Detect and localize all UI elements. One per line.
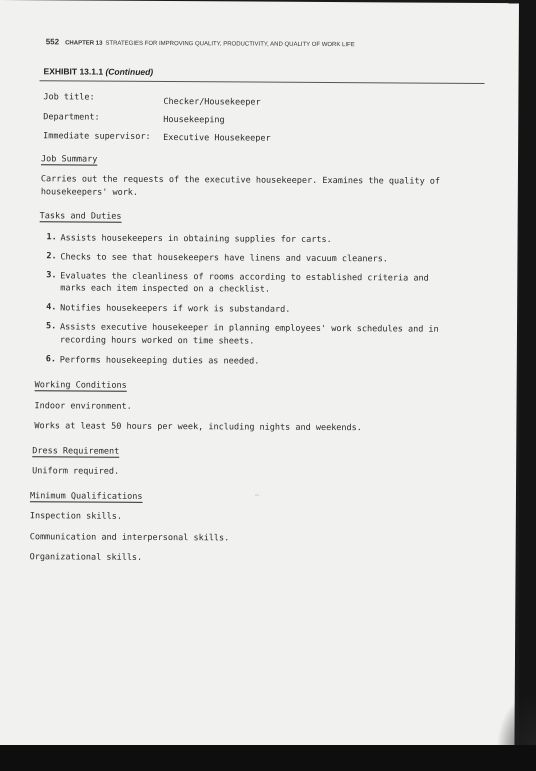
task-line: Notifies housekeepers if work is substandard. [60,303,291,315]
field-label-job-title: Job title: [43,92,95,103]
exhibit-rule [40,80,485,84]
chapter-title: STRATEGIES FOR IMPROVING QUALITY, PRODUCTIVITY, AND QUALITY OF WORK LIFE [105,40,355,49]
field-label-supervisor: Immediate supervisor: [43,131,151,142]
heading-minimum-qualifications: Minimum Qualifications [29,491,143,502]
working-conditions-line-2: Works at least 50 hours per week, including nights and weekends. [34,421,362,434]
field-label-department: Department: [43,112,100,123]
task-line: Evaluates the cleanliness of rooms according to established criteria and [60,271,429,284]
exhibit-label: EXHIBIT 13.1.1 [43,66,104,77]
task-number: 3. [46,270,57,281]
field-value-department: Housekeeping [163,114,225,126]
task-number: 4. [46,302,57,313]
working-conditions-line-1: Indoor environment. [34,401,132,412]
task-number: 1. [46,232,57,243]
field-value-job-title: Checker/Housekeeper [163,97,261,108]
heading-job-summary: Job Summary [40,154,98,165]
chapter-label: CHAPTER 13 [65,40,103,47]
task-line: Assists executive housekeeper in planning employees' work schedules and in [59,322,439,335]
field-value-supervisor: Executive Housekeeper [163,132,271,144]
scan-edge-bottom [0,745,536,771]
dress-line-1: Uniform required. [32,466,120,477]
task-line: Performs housekeeping duties as needed. [59,355,260,367]
exhibit-continued: (Continued) [105,66,154,77]
scan-edge-right [519,0,536,771]
exhibit-title [44,66,154,77]
job-summary-line-2: housekeepers' work. [40,187,139,198]
page-number: 552 [45,37,60,47]
task-line: recording hours worked on time sheets. [59,335,255,347]
heading-working-conditions: Working Conditions [34,380,127,391]
qualification-line-3: Organizational skills. [29,552,143,563]
task-number: 5. [45,321,57,332]
task-line: Assists housekeepers in obtaining supplies for carts. [60,233,332,246]
qualification-line-1: Inspection skills. [29,511,123,522]
task-number: 2. [46,251,57,262]
page-curl-shadow [496,691,536,751]
task-number: 6. [45,354,57,365]
speck-mark [255,495,259,496]
task-line: marks each item inspected on a checklist. [60,283,271,295]
qualification-line-2: Communication and interpersonal skills. [29,532,230,544]
task-line: Checks to see that housekeepers have linens and vacuum cleaners. [60,252,388,265]
heading-tasks-and-duties: Tasks and Duties [39,211,122,222]
job-summary-line-1: Carries out the requests of the executive housekeeper. Examines the quality of [40,174,441,187]
heading-dress-requirement: Dress Requirement [32,446,120,457]
running-header [46,37,355,48]
